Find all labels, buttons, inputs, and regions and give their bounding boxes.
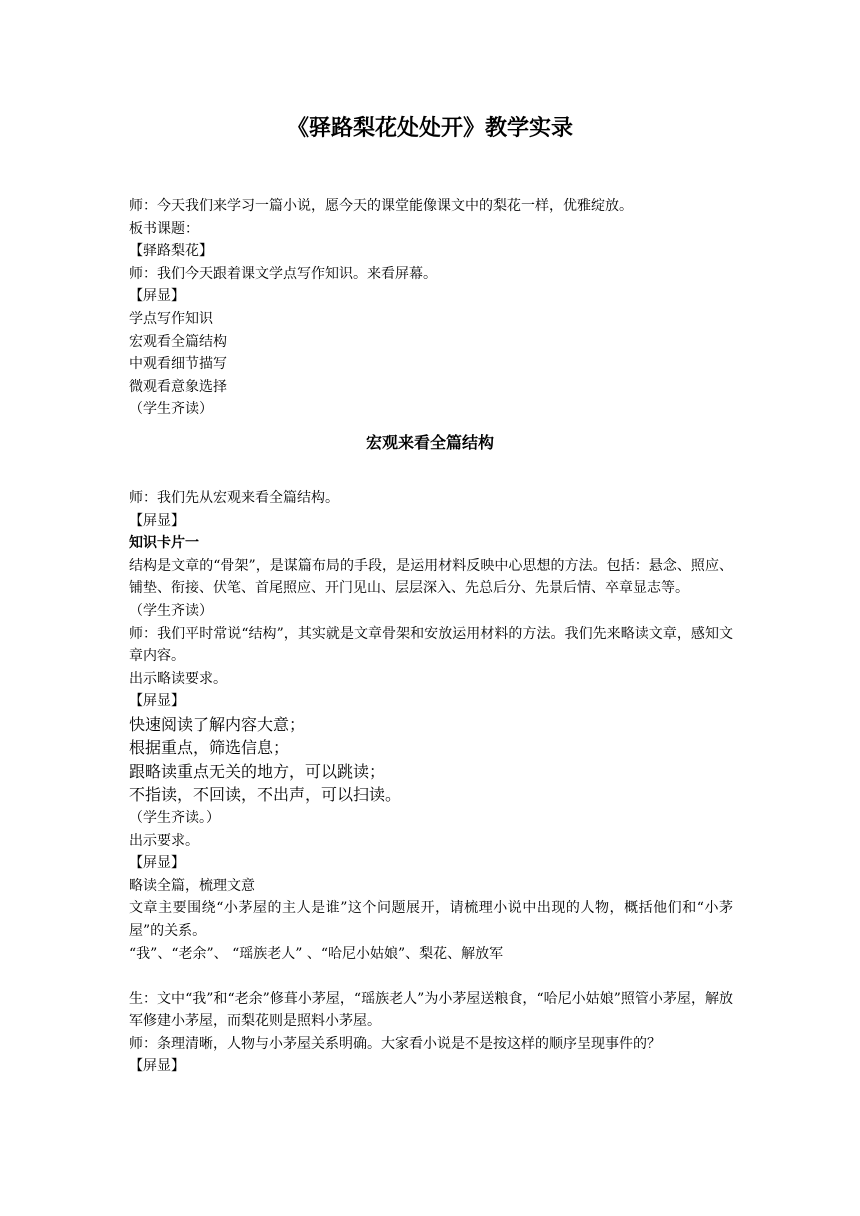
knowledge-card-title: 知识卡片一: [129, 535, 199, 552]
text-line: （学生齐读）: [129, 401, 213, 418]
text-line: 板书课题：: [129, 220, 199, 237]
reading-rule: 跟略读重点无关的地方，可以跳读；: [129, 761, 386, 781]
text-line: （学生齐读）: [129, 602, 213, 619]
task-paragraph: 文章主要围绕“小茅屋的主人是谁”这个问题展开，请梳理小说中出现的人物，概括他们和“小茅屋”的关系。: [129, 900, 733, 939]
text-line: 师：我们今天跟着课文学点写作知识。来看屏幕。: [129, 265, 437, 282]
teacher-paragraph: 师：条理清晰，人物与小茅屋关系明确。大家看小说是不是按这样的顺序呈现事件的？: [129, 1035, 661, 1052]
text-line: 中观看细节描写: [129, 356, 227, 373]
blank-line: [129, 965, 733, 988]
student-answer: 生：文中“我”和“老余”修葺小茅屋，“瑶族老人”为小茅屋送粮食，“哈尼小姑娘”照管小茅屋，解放军修建小茅屋，而梨花则是照料小茅屋。: [129, 990, 733, 1030]
document-title: 《驿路梨花处处开》教学实录: [286, 115, 573, 141]
text-line: 微观看意象选择: [129, 378, 227, 395]
text-line: 出示略读要求。: [129, 670, 227, 687]
text-line: 师：我们先从宏观来看全篇结构。: [129, 490, 339, 506]
text-line: 【屏显】: [129, 288, 185, 305]
section-heading: 宏观来看全篇结构: [365, 433, 494, 452]
teacher-paragraph: 师：我们平时常说“结构”，其实就是文章骨架和安放运用材料的方法。我们先来略读文章，感知文章内容。: [129, 625, 733, 665]
intro-section: [129, 195, 733, 421]
task-title: 略读全篇，梳理文意: [129, 877, 255, 894]
text-line: （学生齐读。）: [129, 809, 220, 826]
reading-rule: 根据重点，筛选信息；: [129, 738, 290, 758]
text-line: 师：今天我们来学习一篇小说，愿今天的课堂能像课文中的梨花一样，优雅绽放。: [129, 198, 633, 214]
reading-rule: 不指读，不回读，不出声，可以扫读。: [129, 785, 402, 805]
text-line: 【屏显】: [129, 1058, 185, 1075]
characters-line: “我”、“老余”、 “瑶族老人” 、“哈尼小姑娘”、梨花、解放军: [129, 945, 504, 962]
reading-rule: 快速阅读了解内容大意；: [129, 714, 306, 734]
text-line: 【屏显】: [129, 855, 185, 872]
structure-section: [129, 487, 733, 1078]
knowledge-card-text: 结构是文章的“骨架”，是谋篇布局的手段，是运用材料反映中心思想的方法。包括：悬念、照应、铺垫、衔接、伏笔、首尾照应、开门见山、层层深入、先总后分、先景后情、卒章显志等。: [129, 557, 733, 597]
text-line: 【驿路梨花】: [129, 243, 213, 260]
text-line: 【屏显】: [129, 512, 185, 529]
text-line: 宏观看全篇结构: [129, 333, 227, 350]
text-line: 学点写作知识: [129, 310, 213, 327]
text-line: 出示要求。: [129, 832, 199, 849]
text-line: 【屏显】: [129, 693, 185, 710]
